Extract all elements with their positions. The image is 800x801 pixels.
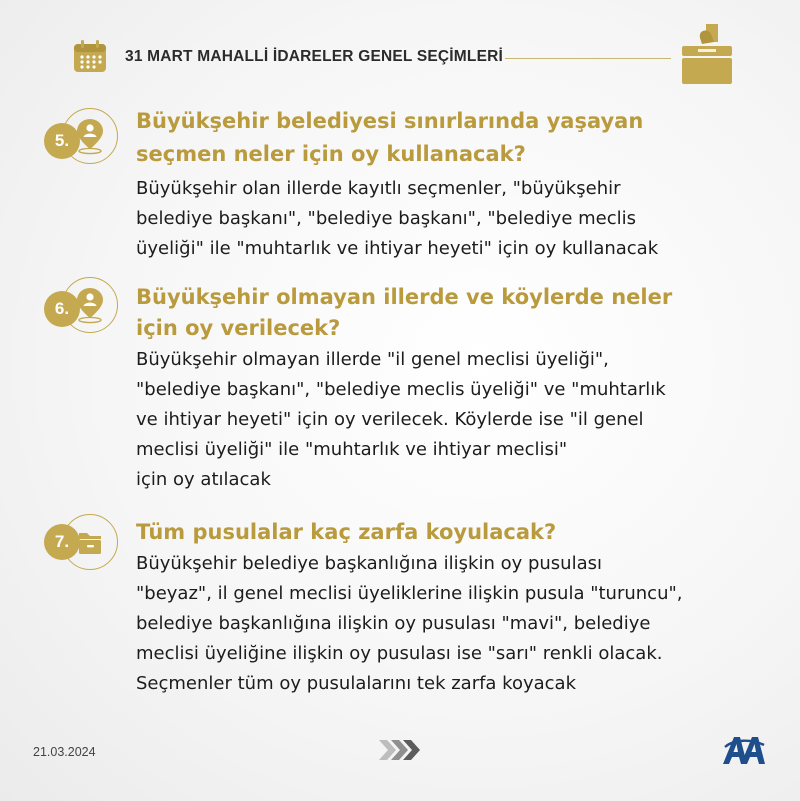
chevrons-right-icon[interactable]: [377, 737, 423, 763]
header: [0, 0, 800, 100]
answer-line: "belediye başkanı", "belediye meclis üyeliği" ve "muhtarlık: [136, 379, 666, 400]
ballot-box-icon: [678, 20, 736, 86]
question-line: Büyükşehir olmayan illerde ve köylerde neler: [136, 285, 673, 309]
answer-line: Büyükşehir belediye başkanlığına ilişkin oy pusulası: [136, 553, 602, 574]
question-line: Tüm pusulalar kaç zarfa koyulacak?: [136, 520, 557, 544]
header-title: 31 MART MAHALLİ İDARELER GENEL SEÇİMLERİ: [125, 48, 504, 65]
answer-line: ve ihtiyar heyeti" için oy verilecek. Köylerde ise "il genel: [136, 409, 644, 430]
answer-line: Büyükşehir olan illerde kayıtlı seçmenler, "büyükşehir: [136, 178, 621, 199]
question-line: için oy verilecek?: [136, 316, 341, 340]
question-line: seçmen neler için oy kullanacak?: [136, 142, 526, 166]
answer-line: Seçmenler tüm oy pusulalarını tek zarfa koyacak: [136, 673, 577, 694]
answer-line: meclisi üyeliğine ilişkin oy pusulası ise "sarı" renkli olacak.: [136, 643, 663, 664]
answer-line: "beyaz", il genel meclisi üyeliklerine ilişkin pusula "turuncu",: [136, 583, 683, 604]
answer-line: üyeliği" ile "muhtarlık ve ihtiyar heyeti" için oy kullanacak: [136, 238, 659, 259]
answer-line: belediye başkanı", "belediye başkanı", "belediye meclis: [136, 208, 637, 229]
calendar-icon: [72, 38, 108, 74]
header-divider: [505, 58, 671, 59]
answer-line: için oy atılacak: [136, 469, 271, 490]
answer-line: Büyükşehir olmayan illerde "il genel meclisi üyeliği",: [136, 349, 609, 370]
anadolu-agency-logo: [720, 733, 768, 767]
item-number-badge: 6.: [44, 291, 80, 327]
answer-line: meclisi üyeliği" ile "muhtarlık ve ihtiyar meclisi": [136, 439, 568, 460]
item-number-badge: 7.: [44, 524, 80, 560]
answer-line: belediye başkanlığına ilişkin oy pusulası "mavi", belediye: [136, 613, 651, 634]
footer-date: 21.03.2024: [33, 745, 96, 759]
question-line: Büyükşehir belediyesi sınırlarında yaşayan: [136, 109, 644, 133]
item-number-badge: 5.: [44, 123, 80, 159]
